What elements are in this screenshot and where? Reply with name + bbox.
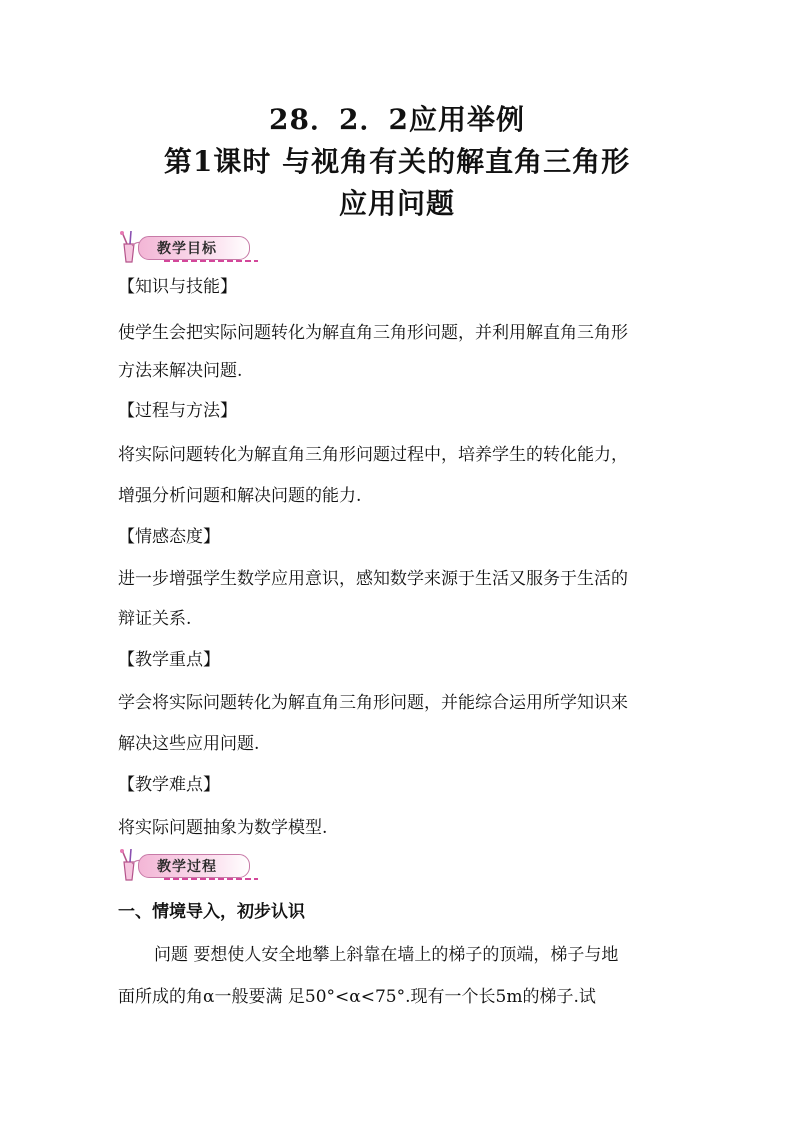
banner-underline: [164, 878, 258, 880]
process-text-1: 将实际问题转化为解直角三角形问题过程中，培养学生的转化能力，: [118, 445, 628, 465]
part-1-text-1: 问题 要想使人安全地攀上斜靠在墙上的梯子的顶端，梯子与地: [154, 945, 619, 965]
key-points-text-2: 解决这些应用问题.: [118, 734, 260, 754]
title-line-1: 28．2．2应用举例: [269, 103, 525, 136]
banner-underline: [164, 260, 258, 262]
process-heading: 【过程与方法】: [118, 401, 237, 421]
knowledge-text-1: 使学生会把实际问题转化为解直角三角形问题，并利用解直角三角形: [118, 323, 628, 343]
emotion-text-1: 进一步增强学生数学应用意识，感知数学来源于生活又服务于生活的: [118, 569, 628, 589]
difficult-points-heading: 【教学难点】: [118, 775, 220, 795]
emotion-text-2: 辩证关系.: [118, 609, 192, 629]
key-points-heading: 【教学重点】: [118, 650, 220, 670]
emotion-heading: 【情感态度】: [118, 527, 220, 547]
part-1-heading: 一、情境导入，初步认识: [118, 902, 305, 922]
teaching-goals-label-pill: [138, 236, 250, 260]
title-line-3: 应用问题: [338, 187, 455, 220]
key-points-text-1: 学会将实际问题转化为解直角三角形问题，并能综合运用所学知识来: [118, 693, 628, 713]
title-line-2: 第1课时 与视角有关的解直角三角形: [163, 145, 631, 178]
knowledge-text-2: 方法来解决问题.: [118, 361, 243, 381]
teaching-goals-label: 教学目标: [157, 241, 217, 257]
teaching-goals-banner: [118, 230, 258, 264]
part-1-text-2: 面所成的角α一般要满 足50°<α<75°.现有一个长5m的梯子.试: [118, 987, 596, 1007]
teaching-process-label-pill: [138, 854, 250, 878]
process-text-2: 增强分析问题和解决问题的能力.: [118, 486, 362, 506]
teaching-process-banner: [118, 848, 258, 882]
teaching-process-label: 教学过程: [157, 859, 217, 875]
knowledge-heading: 【知识与技能】: [118, 277, 237, 297]
difficult-points-text: 将实际问题抽象为数学模型.: [118, 818, 328, 838]
